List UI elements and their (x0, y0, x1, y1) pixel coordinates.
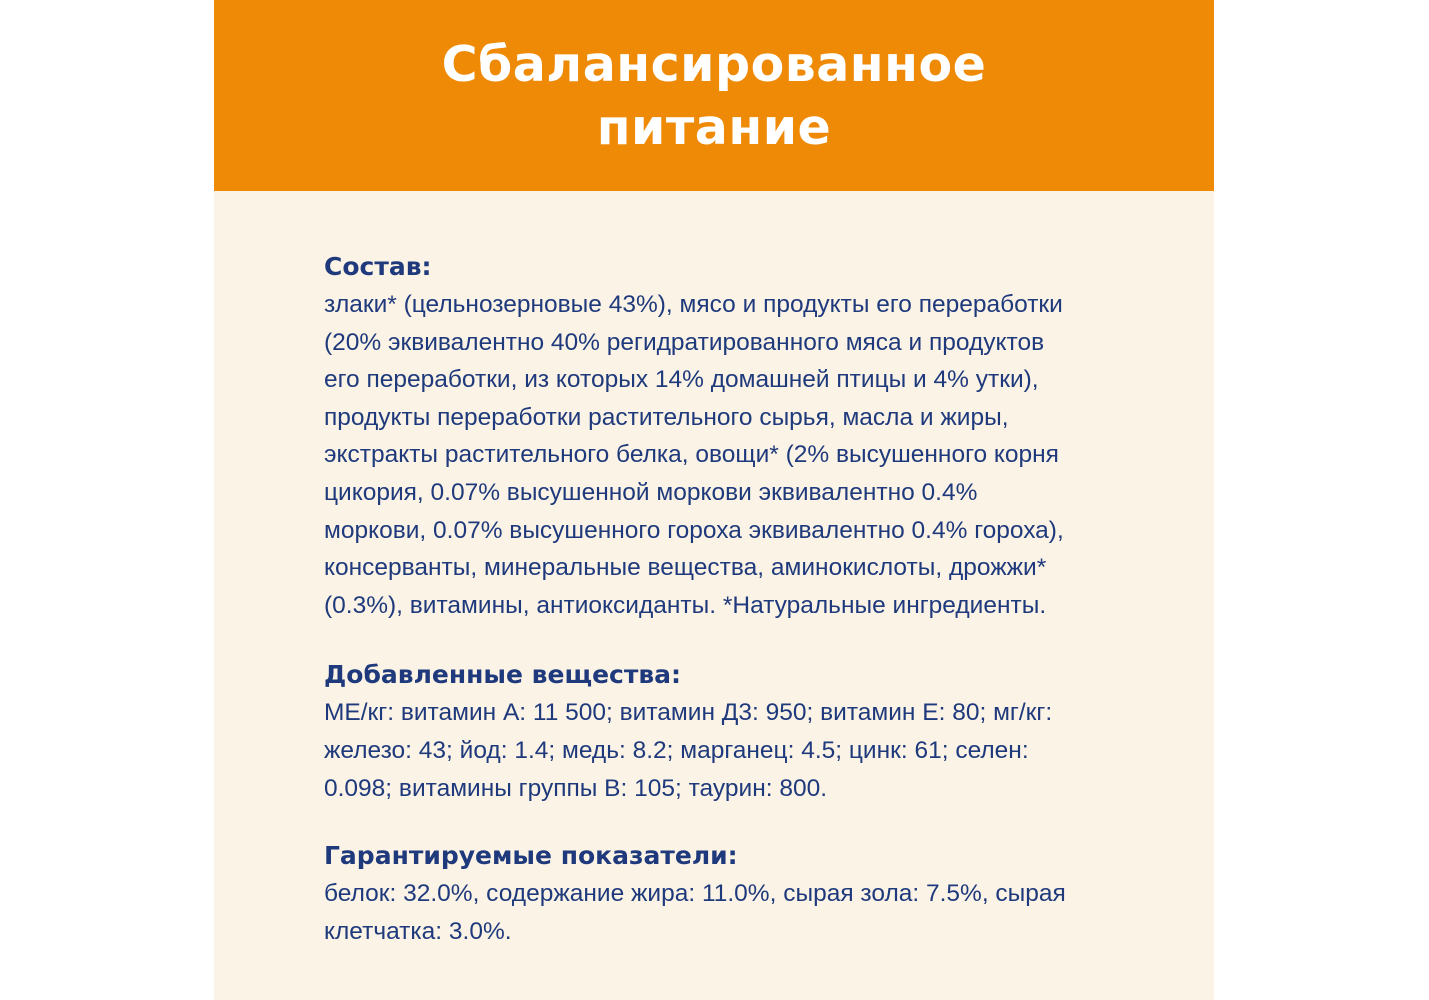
info-panel (214, 0, 1214, 1000)
page-title (442, 33, 987, 159)
title-banner (214, 0, 1214, 191)
additives-text (324, 694, 1124, 807)
guaranteed-analysis-section (324, 837, 1124, 950)
additives-line: 0.098; витамины группы В: 105; таурин: 800. (324, 774, 828, 802)
guaranteed-analysis-heading: Гарантируемые показатели: (324, 841, 738, 871)
section-spacer (324, 807, 1124, 837)
page-title-line-1: Сбалансированное (441, 35, 987, 93)
composition-line: продукты переработки растительного сырья, масла и жиры, (324, 403, 1009, 431)
guaranteed-analysis-line: клетчатка: 3.0%. (324, 917, 512, 945)
additives-line: железо: 43; йод: 1.4; медь: 8.2; марганец: 4.5; цинк: 61; селен: (324, 736, 1029, 764)
composition-line: (20% эквивалентно 40% регидратированного мяса и продуктов (324, 328, 1045, 356)
guaranteed-analysis-line: белок: 32.0%, содержание жира: 11.0%, сырая зола: 7.5%, сырая (324, 880, 1066, 908)
composition-text (324, 286, 1124, 624)
additives-line: МЕ/кг: витамин А: 11 500; витамин Д3: 950; витамин Е: 80; мг/кг: (324, 699, 1053, 727)
composition-line: консерванты, минеральные вещества, аминокислоты, дрожжи* (324, 554, 1047, 582)
additives-heading: Добавленные вещества: (324, 660, 682, 690)
composition-line: экстракты растительного белка, овощи* (2% высушенного корня (324, 441, 1059, 469)
page-title-line-2: питание (596, 98, 832, 156)
additives-section (324, 656, 1124, 807)
section-spacer (324, 624, 1124, 656)
composition-heading: Состав: (324, 252, 432, 281)
composition-line: злаки* (цельнозерновые 43%), мясо и продукты его переработки (324, 291, 1063, 318)
composition-line: его переработки, из которых 14% домашней птицы и 4% утки), (324, 366, 1039, 394)
composition-section (324, 248, 1124, 624)
guaranteed-analysis-text (324, 875, 1124, 950)
composition-line: моркови, 0.07% высушенного гороха эквивалентно 0.4% гороха), (324, 516, 1064, 544)
composition-line: цикория, 0.07% высушенной моркови эквивалентно 0.4% (324, 478, 978, 506)
composition-line: (0.3%), витамины, антиоксиданты. *Натуральные ингредиенты. (324, 591, 1047, 619)
content-area (324, 248, 1124, 950)
